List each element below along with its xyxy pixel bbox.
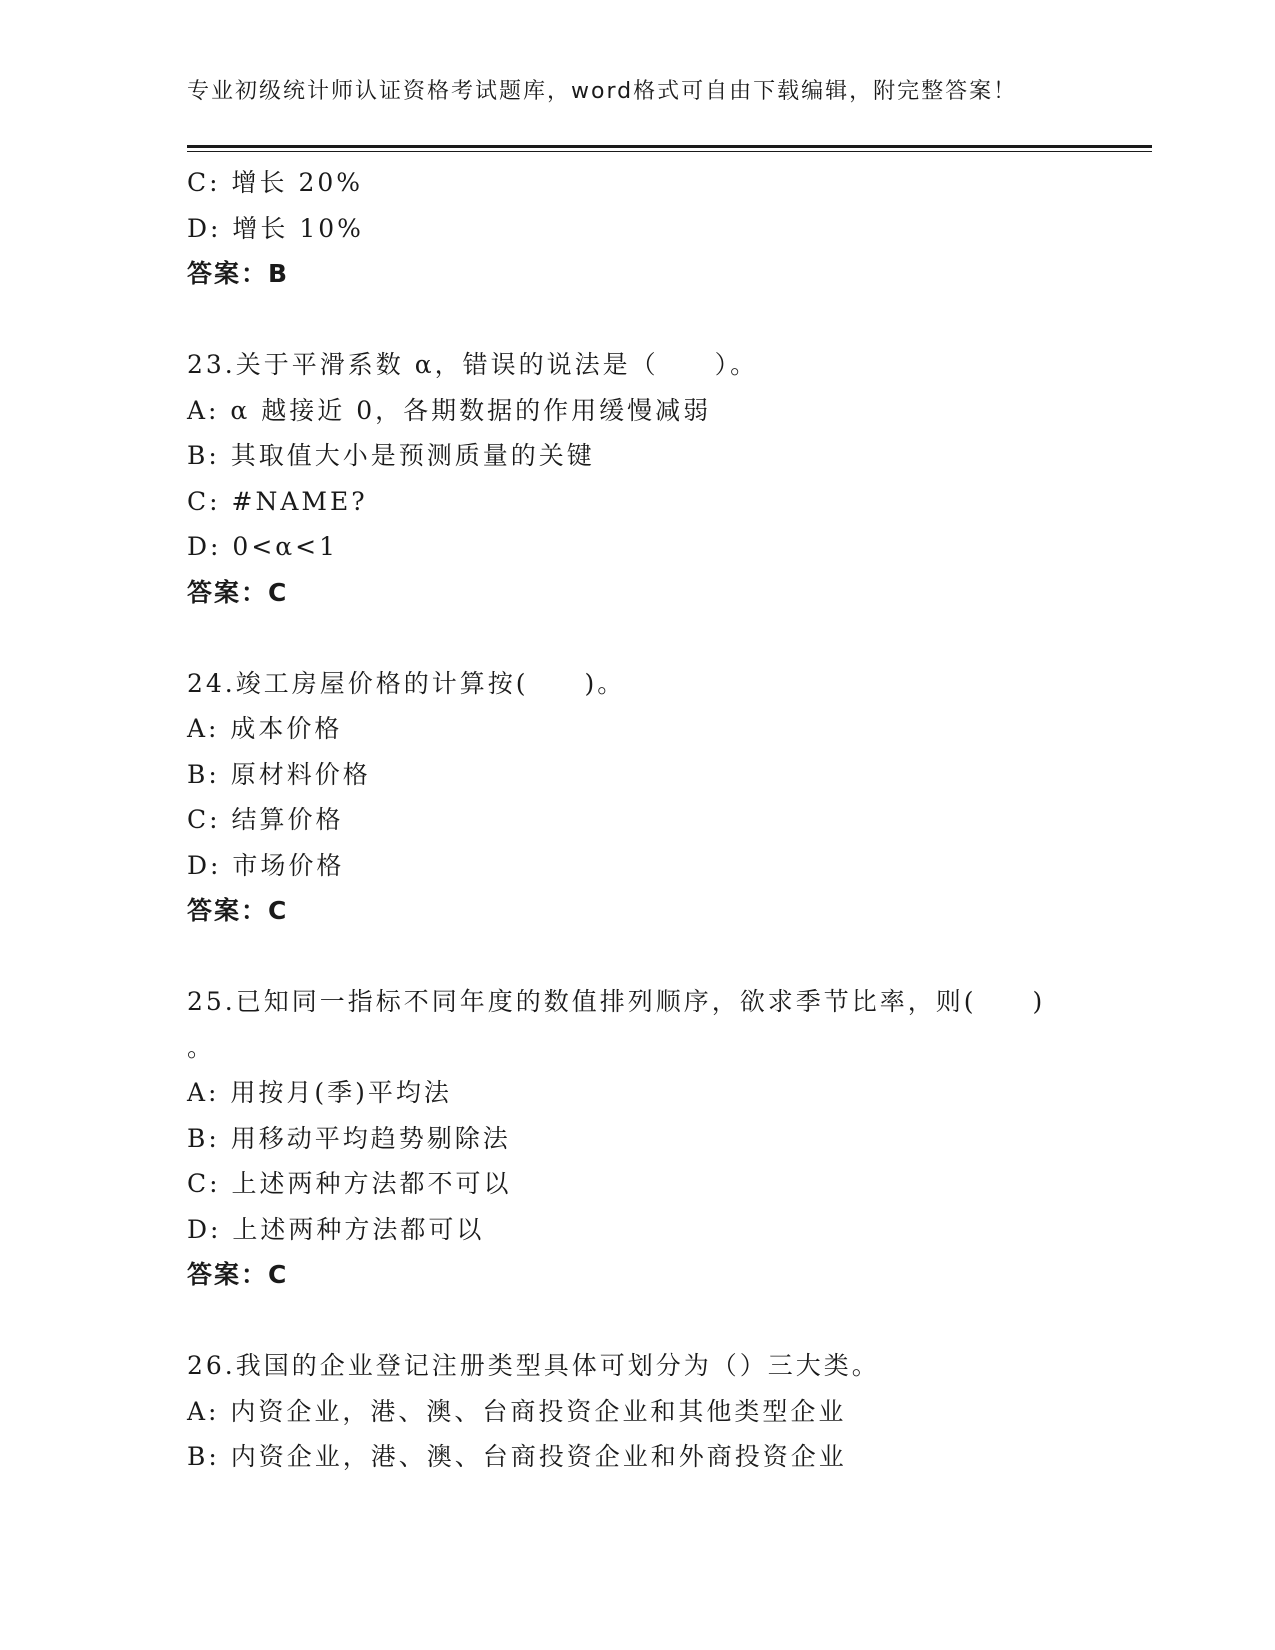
spacer: [187, 934, 1152, 980]
text-line: D: 上述两种方法都可以: [187, 1214, 485, 1244]
text-line: B: 原材料价格: [187, 759, 371, 789]
question-list: [187, 160, 1152, 1480]
text-line: A: 内资企业，港、澳、台商投资企业和其他类型企业: [187, 1396, 847, 1426]
text-line: D: 增长 10%: [187, 213, 364, 243]
spacer: [187, 297, 1152, 343]
header-rule-thick: [187, 145, 1152, 148]
answer-line: 答案：B: [187, 259, 290, 288]
text-line: 23.关于平滑系数 α，错误的说法是（ ）。: [187, 350, 759, 379]
spacer: [187, 615, 1152, 661]
text-line: 。: [187, 1032, 216, 1062]
text-line: D: 市场价格: [187, 850, 345, 880]
text-line: C: 增长 20%: [187, 168, 364, 197]
header-rule-thin: [187, 151, 1152, 152]
answer-line: 答案：C: [187, 896, 289, 925]
text-line: D: 0<α<1: [187, 532, 339, 561]
text-line: C: 上述两种方法都不可以: [187, 1169, 512, 1198]
page-header: 专业初级统计师认证资格考试题库，word格式可自由下载编辑，附完整答案！: [187, 79, 1018, 104]
text-line: 25.已知同一指标不同年度的数值排列顺序，欲求季节比率，则( ): [187, 987, 1046, 1016]
spacer: [187, 1298, 1152, 1344]
text-line: C: 结算价格: [187, 805, 344, 834]
answer-line: 答案：C: [187, 1260, 289, 1289]
text-line: B: 用移动平均趋势剔除法: [187, 1123, 511, 1153]
text-line: 24.竣工房屋价格的计算按( )。: [187, 668, 626, 698]
text-line: C: #NAME?: [187, 486, 368, 516]
answer-line: 答案：C: [187, 577, 289, 607]
text-line: 26.我国的企业登记注册类型具体可划分为（）三大类。: [187, 1351, 880, 1380]
text-line: A: α 越接近 0，各期数据的作用缓慢减弱: [187, 395, 712, 425]
text-line: A: 成本价格: [187, 714, 343, 743]
text-line: A: 用按月(季)平均法: [187, 1078, 452, 1107]
text-line: B: 内资企业，港、澳、台商投资企业和外商投资企业: [187, 1442, 847, 1471]
text-line: B: 其取值大小是预测质量的关键: [187, 441, 595, 470]
